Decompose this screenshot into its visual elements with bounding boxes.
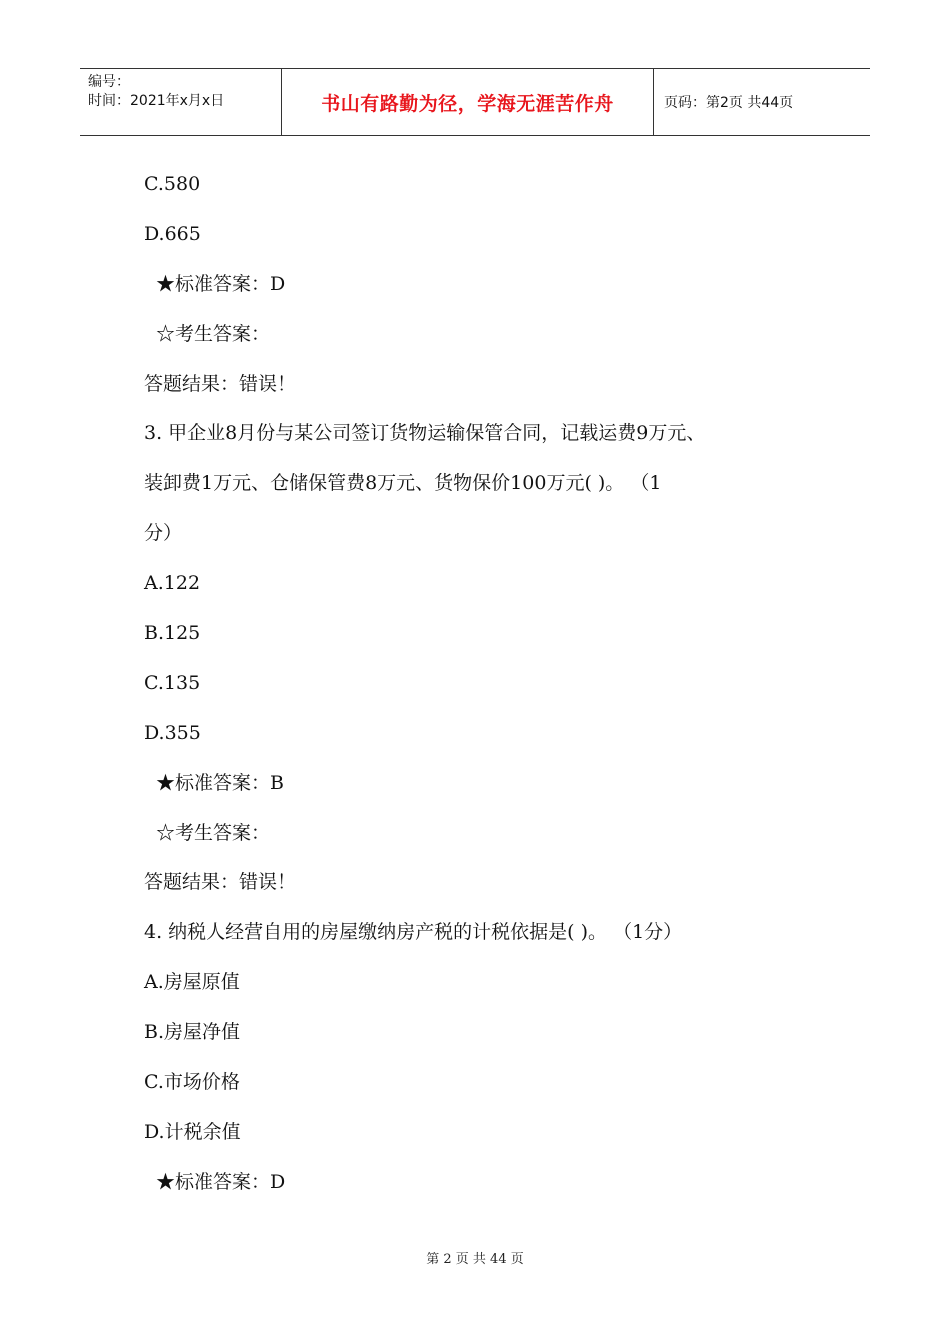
question-4: 4. 纳税人经营自用的房屋缴纳房产税的计税依据是( )。 （1分） <box>144 921 683 944</box>
standard-answer: ★标准答案：D <box>156 1170 286 1193</box>
document-body <box>144 160 844 1208</box>
doc-date-label: 时间：2021年x月x日 <box>88 93 225 109</box>
header-meta <box>80 69 282 135</box>
header-motto: 书山有路勤为径，学海无涯苦作舟 <box>282 69 654 135</box>
option-c: C.135 <box>144 671 201 694</box>
standard-answer: ★标准答案：D <box>156 272 286 295</box>
option-c: C.市场价格 <box>144 1071 240 1094</box>
answer-result: 答题结果：错误！ <box>144 871 297 894</box>
page-header <box>80 68 870 136</box>
student-answer: ☆考生答案： <box>156 322 271 345</box>
answer-result: 答题结果：错误！ <box>144 372 297 395</box>
option-b: B.房屋净值 <box>144 1021 241 1044</box>
option-c: C.580 <box>144 173 201 195</box>
option-d: D.355 <box>144 721 201 744</box>
question-3-line-2: 装卸费1万元、仓储保管费8万元、货物保价100万元( )。 （1 <box>144 472 662 495</box>
option-a: A.122 <box>144 572 201 595</box>
option-d: D.665 <box>144 222 201 245</box>
option-b: B.125 <box>144 622 201 645</box>
option-d: D.计税余值 <box>144 1120 241 1143</box>
standard-answer: ★标准答案：B <box>156 771 284 794</box>
header-page-info: 页码：第2页 共44页 <box>664 95 794 111</box>
question-3-line-3: 分） <box>144 522 183 545</box>
student-answer: ☆考生答案： <box>156 821 271 844</box>
page-footer: 第 2 页 共 44 页 <box>426 1252 524 1267</box>
option-a: A.房屋原值 <box>144 971 240 994</box>
doc-number-label: 编号： <box>88 74 130 90</box>
question-3-line-1: 3. 甲企业8月份与某公司签订货物运输保管合同，记载运费9万元、 <box>144 422 706 445</box>
